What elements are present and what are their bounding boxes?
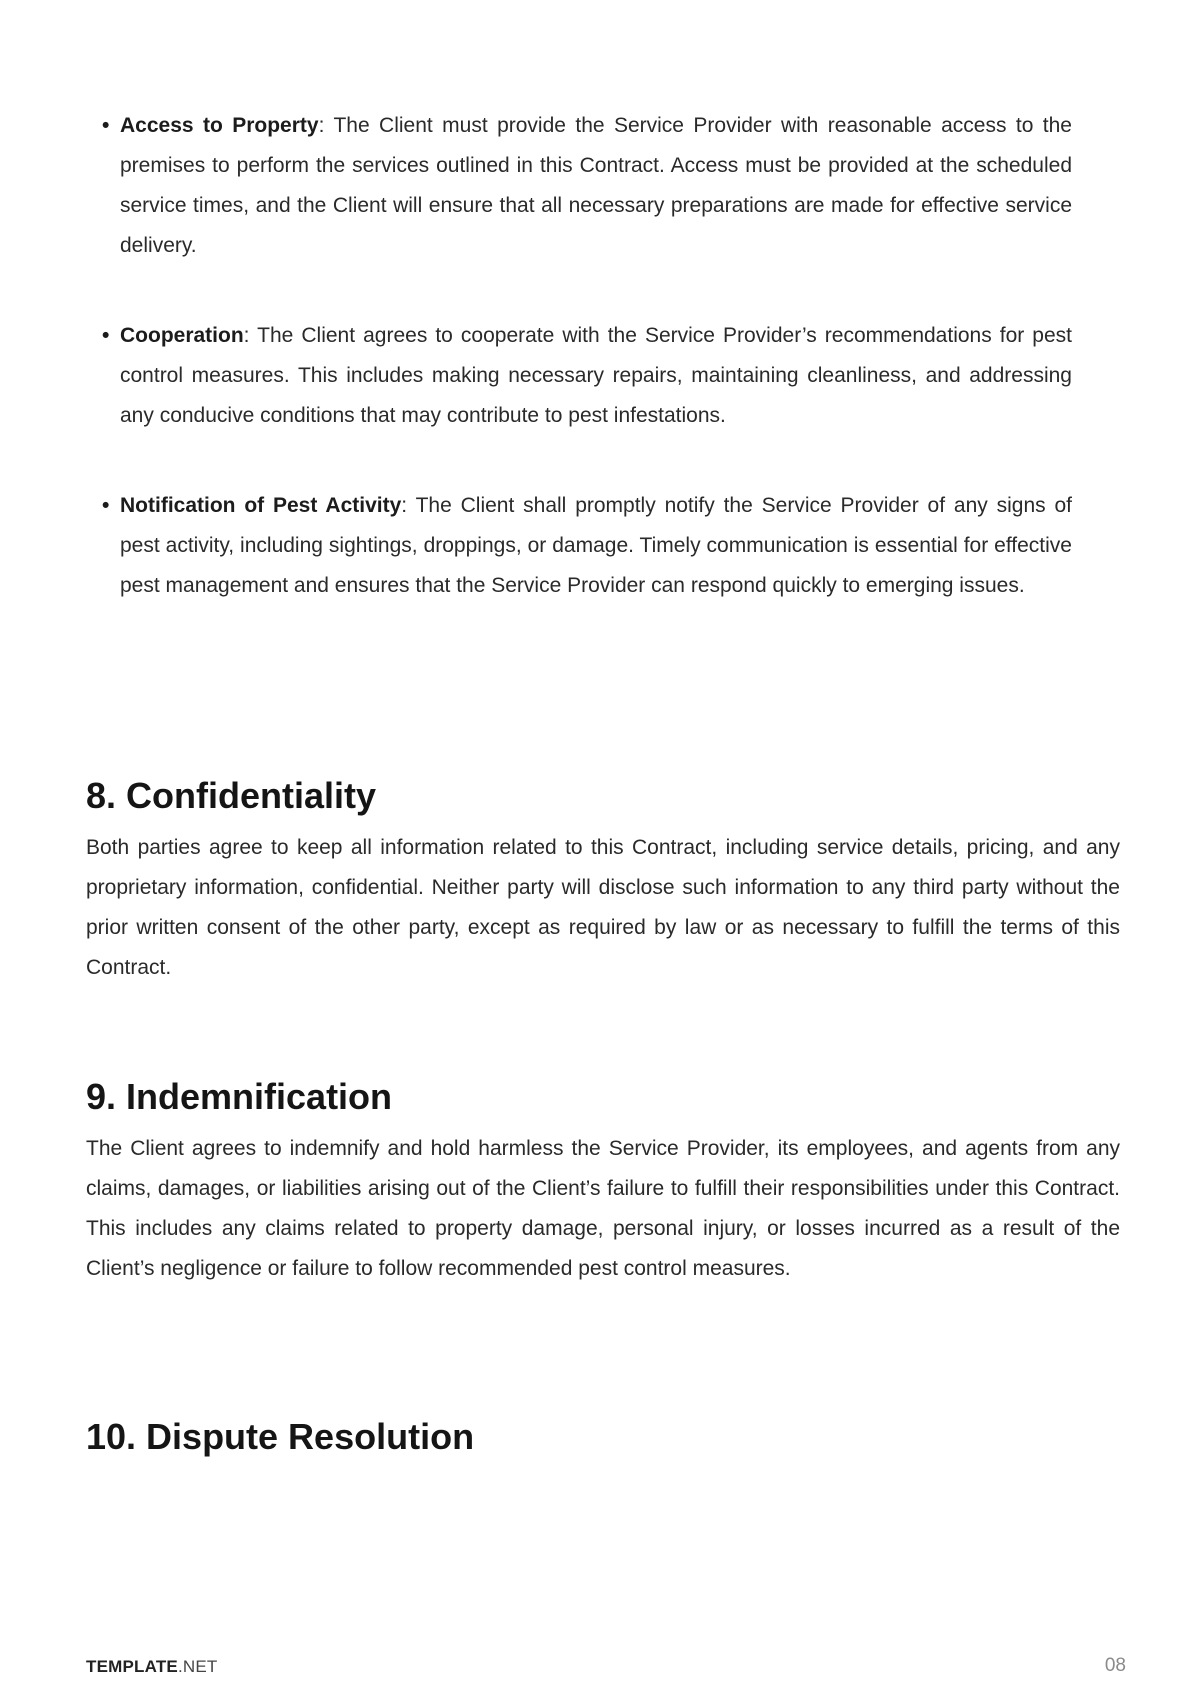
section-confidentiality xyxy=(86,774,1120,988)
brand-name: TEMPLATE xyxy=(86,1657,178,1676)
bullet-text: : The Client shall promptly notify the Service Provider of any signs of pest activity, including sightings, droppings, or damage. Timely communication is essential for effective pest management and ensures that the Service Provider can respond quickly to emerging issues. xyxy=(120,494,1072,597)
bullet-text: : The Client agrees to cooperate with the Service Provider’s recommendations for pest control measures. This includes making necessary repairs, maintaining cleanliness, and addressing any conducive conditions that may contribute to pest infestations. xyxy=(120,324,1072,427)
brand-suffix: .NET xyxy=(177,1657,218,1676)
section-indemnification xyxy=(86,1075,1120,1289)
list-item xyxy=(100,486,1072,606)
bullet-icon: • xyxy=(102,494,110,517)
client-responsibilities-list xyxy=(100,106,1072,656)
page-number: 08 xyxy=(1104,1655,1126,1676)
bullet-term: Notification of Pest Activity xyxy=(120,494,402,517)
list-item xyxy=(100,316,1072,436)
bullet-term: Cooperation xyxy=(120,324,244,347)
section-body: Both parties agree to keep all information related to this Contract, including service details, pricing, and any proprietary information, confidential. Neither party will disclose such information to any third party without the prior written consent of the other party, except as required by law or as necessary to fulfill the terms of this Contract. xyxy=(86,836,1120,979)
section-heading: 8. Confidentiality xyxy=(86,775,377,816)
list-item xyxy=(100,106,1072,266)
section-heading: 10. Dispute Resolution xyxy=(86,1416,475,1457)
section-dispute-resolution xyxy=(86,1415,1120,1459)
bullet-icon: • xyxy=(102,324,110,347)
bullet-text: : The Client must provide the Service Provider with reasonable access to the premises to perform the services outlined in this Contract. Access must be provided at the scheduled service times, and the Client will ensure that all necessary preparations are made for effective service delivery. xyxy=(120,114,1072,257)
section-heading: 9. Indemnification xyxy=(86,1076,393,1117)
footer-brand-logo xyxy=(86,1657,217,1677)
bullet-term: Access to Property xyxy=(120,114,319,137)
section-body: The Client agrees to indemnify and hold harmless the Service Provider, its employees, and agents from any claims, damages, or liabilities arising out of the Client’s failure to fulfill their responsibilities under this Contract. This includes any claims related to property damage, personal injury, or losses incurred as a result of the Client’s negligence or failure to follow recommended pest control measures. xyxy=(86,1137,1120,1280)
bullet-icon: • xyxy=(102,114,110,137)
